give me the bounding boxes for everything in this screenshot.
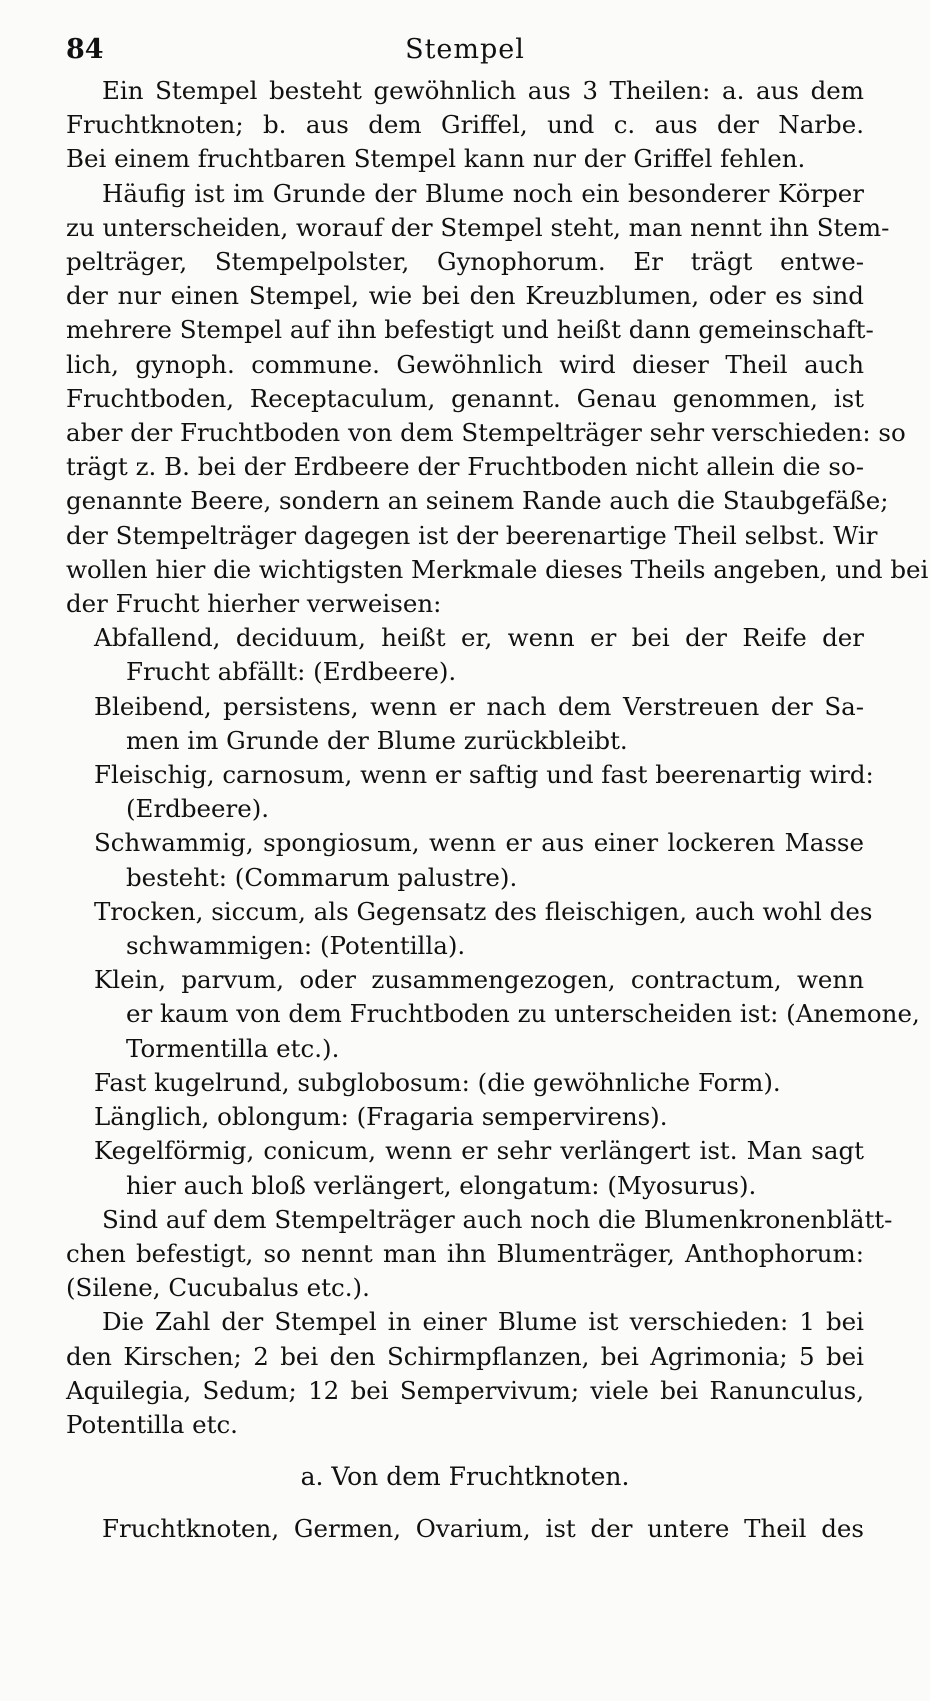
page-number: 84 [66,34,104,65]
list-item-continuation: Frucht abfällt: (Erdbeere). [126,657,457,687]
text-line: trägt z. B. bei der Erdbeere der Fruchtboden nicht allein die so- [66,452,864,482]
text-line: der Frucht hierher verweisen: [66,589,442,619]
section-subheading: a. Von dem Fruchtknoten. [300,1462,630,1492]
list-item: Bleibend, persistens, wenn er nach dem Verstreuen der Sa- [94,691,864,721]
text-line: genannte Beere, sondern an seinem Rande auch die Staubgefäße; [66,486,889,516]
text-line: Fruchtknoten, Germen, Ovarium, ist der untere Theil des [102,1514,864,1544]
page-body [66,74,929,1547]
text-line: chen befestigt, so nennt man ihn Blumenträger, Anthophorum: [66,1238,864,1268]
list-item: Klein, parvum, oder zusammengezogen, contractum, wenn [94,965,864,995]
text-line: Bei einem fruchtbaren Stempel kann nur der Griffel fehlen. [66,144,806,174]
running-title: Stempel [405,34,525,65]
list-item: Fleischig, carnosum, wenn er saftig und fast beerenartig wird: [94,760,874,790]
text-line: der Stempelträger dagegen ist der beerenartige Theil selbst. Wir [66,520,878,550]
list-item: Schwammig, spongiosum, wenn er aus einer lockeren Masse [94,828,864,858]
list-item-continuation: er kaum von dem Fruchtboden zu unterscheiden ist: (Anemone, [126,999,920,1029]
text-line: Fruchtboden, Receptaculum, genannt. Genau genommen, ist [66,383,864,413]
list-item-continuation: hier auch bloß verlängert, elongatum: (Myosurus). [126,1170,757,1200]
text-line: der nur einen Stempel, wie bei den Kreuzblumen, oder es sind [66,281,864,311]
text-line: aber der Fruchtboden von dem Stempelträger sehr verschieden: so [66,418,906,448]
list-item-continuation: men im Grunde der Blume zurückbleibt. [126,725,628,755]
list-item: Länglich, oblongum: (Fragaria sempervirens). [94,1102,668,1132]
list-item: Fast kugelrund, subglobosum: (die gewöhnliche Form). [94,1067,781,1097]
list-item: Kegelförmig, conicum, wenn er sehr verlängert ist. Man sagt [94,1136,864,1166]
list-item: Abfallend, deciduum, heißt er, wenn er bei der Reife der [94,623,864,653]
text-line: Die Zahl der Stempel in einer Blume ist verschieden: 1 bei [102,1307,864,1337]
text-line: wollen hier die wichtigsten Merkmale dieses Theils angeben, und bei [66,554,929,584]
list-item-continuation: schwammigen: (Potentilla). [126,931,466,961]
text-line: Aquilegia, Sedum; 12 bei Sempervivum; viele bei Ranunculus, [66,1375,864,1405]
text-line: mehrere Stempel auf ihn befestigt und heißt dann gemeinschaft- [66,315,874,345]
list-item-continuation: (Erdbeere). [126,794,270,824]
list-item-continuation: besteht: (Commarum palustre). [126,862,518,892]
list-item-continuation: Tormentilla etc.). [126,1033,340,1063]
text-line: Potentilla etc. [66,1409,238,1439]
list-item: Trocken, siccum, als Gegensatz des fleischigen, auch wohl des [94,896,873,926]
text-line: lich, gynoph. commune. Gewöhnlich wird dieser Theil auch [66,349,864,379]
text-line: (Silene, Cucubalus etc.). [66,1273,370,1303]
text-line: Häufig ist im Grunde der Blume noch ein besonderer Körper [102,178,864,208]
text-line: Fruchtknoten; b. aus dem Griffel, und c. aus der Narbe. [66,110,864,140]
text-line: Ein Stempel besteht gewöhnlich aus 3 Theilen: a. aus dem [102,76,864,105]
text-line: zu unterscheiden, worauf der Stempel steht, man nennt ihn Stem- [66,212,890,242]
text-line: pelträger, Stempelpolster, Gynophorum. Er trägt entwe- [66,247,864,277]
text-line: Sind auf dem Stempelträger auch noch die Blumenkronenblätt- [102,1204,893,1234]
running-head [66,22,864,74]
text-line: den Kirschen; 2 bei den Schirmpflanzen, bei Agrimonia; 5 bei [66,1341,864,1371]
